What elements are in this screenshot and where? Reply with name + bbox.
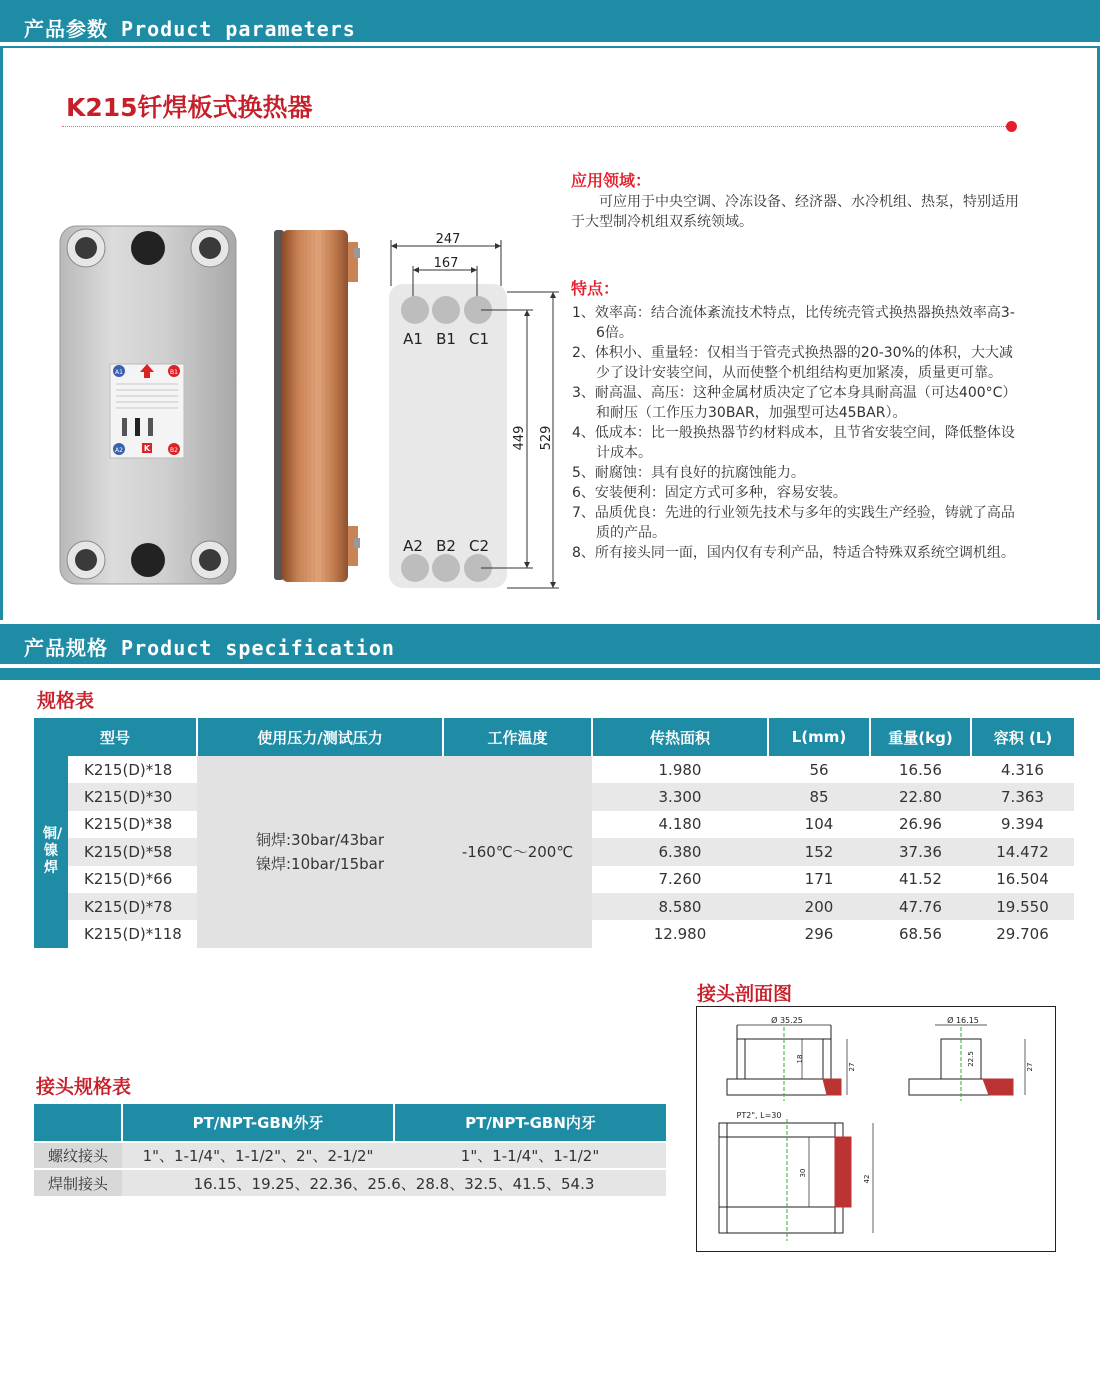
dimension-diagram	[383, 230, 563, 592]
features-heading: 特点：	[571, 279, 620, 298]
port-ring	[131, 231, 165, 265]
product-photo-front	[58, 224, 238, 586]
divider	[0, 664, 1100, 668]
port-ring	[191, 541, 229, 579]
cell-area: 6.380	[592, 838, 768, 865]
table-row	[34, 756, 1074, 783]
port-label-bottom: C2	[468, 537, 490, 555]
cell-length: 104	[768, 811, 870, 838]
joint-spec-table	[34, 1104, 666, 1196]
cell-model: K215(D)*118	[68, 920, 197, 947]
cell-volume: 7.363	[971, 783, 1074, 810]
port-a1	[401, 296, 429, 324]
cell-pressure	[197, 756, 443, 948]
label-a2: A2	[115, 447, 123, 454]
cell-volume: 9.394	[971, 811, 1074, 838]
col-header: PT/NPT-GBN外牙	[122, 1104, 394, 1142]
col-header: 型号	[34, 718, 197, 756]
cell-model: K215(D)*18	[68, 756, 197, 783]
col-header: 传热面积	[592, 718, 768, 756]
row-header: 螺纹接头	[34, 1142, 122, 1169]
red-dot	[1006, 121, 1017, 132]
dotted-divider	[62, 126, 1010, 127]
divider	[0, 620, 1100, 624]
cell-area: 8.580	[592, 893, 768, 920]
port-b1	[432, 296, 460, 324]
cell-length: 200	[768, 893, 870, 920]
dim-h1b: 27	[848, 1062, 856, 1072]
feature-item: 1、效率高：结合流体紊流技术特点，比传统壳管式换热器换热效率高3-6倍。	[572, 305, 1015, 341]
cell-model: K215(D)*38	[68, 811, 197, 838]
cell-volume: 29.706	[971, 920, 1074, 947]
cell-volume: 19.550	[971, 893, 1074, 920]
port-label-top: A1	[403, 330, 423, 348]
banner-product-parameters	[0, 0, 1100, 48]
dim-inner-height: 449	[512, 425, 527, 451]
cell-temperature: -160℃～200℃	[443, 756, 592, 948]
dim-outer-height: 529	[539, 425, 554, 451]
plate-label-sticker	[110, 364, 184, 458]
pt-label: PT2", L=30	[736, 1111, 782, 1120]
dim-h1a: 18	[796, 1054, 804, 1064]
table-header-row	[34, 718, 1074, 756]
cell-volume: 14.472	[971, 838, 1074, 865]
cell-area: 1.980	[592, 756, 768, 783]
cell-weight: 26.96	[870, 811, 971, 838]
dim-h2b: 27	[1026, 1062, 1034, 1072]
col-header: 容积 (L)	[971, 718, 1074, 756]
fitting-drawing-3	[719, 1111, 873, 1241]
cell-model: K215(D)*30	[68, 783, 197, 810]
cell-area: 4.180	[592, 811, 768, 838]
dim-h3b: 42	[863, 1174, 871, 1184]
feature-item: 2、体积小、重量轻：仅相当于管壳式换热器的20-30%的体积，大大减少了设计安装空间，从而使整个机组结构更加紧凑，质量更可靠。	[572, 345, 1013, 381]
table-row	[34, 1142, 666, 1169]
application-text: 可应用于中央空调、冷冻设备、经济器、水冷机组、热泵，特别适用于大型制冷机组双系统领域。	[571, 194, 1019, 230]
product-photo-side	[270, 226, 366, 586]
cell-thread-outer: 1"、1-1/4"、1-1/2"、2"、2-1/2"	[122, 1142, 394, 1169]
label-b1: B1	[170, 369, 178, 376]
col-header: PT/NPT-GBN内牙	[394, 1104, 666, 1142]
dim-d1: Ø 35.25	[771, 1016, 803, 1025]
spec-table	[34, 718, 1074, 948]
port-a2	[401, 554, 429, 582]
cell-weight: 37.36	[870, 838, 971, 865]
cell-length: 171	[768, 866, 870, 893]
col-header: 工作温度	[443, 718, 592, 756]
cell-weight: 16.56	[870, 756, 971, 783]
cell-area: 3.300	[592, 783, 768, 810]
dim-d2: Ø 16.15	[947, 1016, 979, 1025]
cell-volume: 16.504	[971, 866, 1074, 893]
cell-model: K215(D)*66	[68, 866, 197, 893]
port-ring	[67, 541, 105, 579]
cell-length: 56	[768, 756, 870, 783]
label-logo: K	[143, 444, 151, 453]
banner-title: 产品参数 Product parameters	[24, 17, 356, 41]
section-drawing-title: 接头剖面图	[697, 983, 793, 1005]
cell-length: 85	[768, 783, 870, 810]
port-b2	[432, 554, 460, 582]
feature-item: 7、品质优良：先进的行业领先技术与多年的实践生产经验，铸就了高品质的产品。	[572, 505, 1015, 541]
feature-item: 3、耐高温、高压：这种金属材质决定了它本身具耐高温（可达400°C）和耐压（工作压力30BAR，加强型可达45BAR）。	[572, 385, 1017, 421]
port-ring	[131, 543, 165, 577]
cell-length: 296	[768, 920, 870, 947]
pressure-line: 镍焊:10bar/15bar	[255, 854, 385, 873]
cell-length: 152	[768, 838, 870, 865]
banner-product-specification	[0, 620, 1100, 680]
port-label-bottom: A2	[403, 537, 423, 555]
cell-weight: 47.76	[870, 893, 971, 920]
dim-h3a: 30	[799, 1168, 807, 1178]
col-header: 使用压力/测试压力	[197, 718, 443, 756]
group-label	[34, 756, 68, 948]
joint-spec-title: 接头规格表	[36, 1076, 132, 1098]
section-drawing	[696, 1006, 1056, 1252]
row-header: 焊制接头	[34, 1169, 122, 1196]
port-label-bottom: B2	[436, 537, 456, 555]
port-label-top: C1	[468, 330, 490, 348]
feature-item: 5、耐腐蚀：具有良好的抗腐蚀能力。	[572, 465, 805, 481]
port-label-top: B1	[436, 330, 456, 348]
table-row	[34, 1169, 666, 1196]
group-label-text: 铜/镍焊	[43, 826, 63, 877]
fitting-drawing-1	[727, 1015, 856, 1101]
features-list	[572, 303, 1022, 563]
feature-item: 4、低成本：比一般换热器节约材料成本，且节省安装空间，降低整体设计成本。	[572, 425, 1015, 461]
application-heading: 应用领域：	[571, 171, 652, 190]
dim-inner-width: 167	[433, 256, 459, 271]
cell-weight: 41.52	[870, 866, 971, 893]
feature-item: 6、安装便利：固定方式可多种，容易安装。	[572, 485, 847, 501]
port-ring	[191, 229, 229, 267]
label-b2: B2	[170, 447, 178, 454]
cell-weld-values: 16.15、19.25、22.36、25.6、28.8、32.5、41.5、54.3	[122, 1169, 666, 1196]
col-header: 重量(kg)	[870, 718, 971, 756]
pressure-line: 铜焊:30bar/43bar	[255, 830, 385, 849]
cell-weight: 68.56	[870, 920, 971, 947]
product-title: K215钎焊板式换热器	[66, 93, 313, 122]
cell-model: K215(D)*58	[68, 838, 197, 865]
cell-model: K215(D)*78	[68, 893, 197, 920]
cell-thread-inner: 1"、1-1/4"、1-1/2"	[394, 1142, 666, 1169]
port-ring	[67, 229, 105, 267]
cell-weight: 22.80	[870, 783, 971, 810]
cell-area: 7.260	[592, 866, 768, 893]
cell-area: 12.980	[592, 920, 768, 947]
label-a1: A1	[115, 369, 123, 376]
cell-volume: 4.316	[971, 756, 1074, 783]
dim-h2a: 22.5	[967, 1051, 975, 1067]
table-header-row	[34, 1104, 666, 1142]
fitting-drawing-2	[909, 1015, 1034, 1101]
col-header-empty	[34, 1104, 122, 1142]
spec-title: 规格表	[37, 690, 95, 712]
divider	[0, 42, 1100, 46]
dim-outer-width: 247	[435, 232, 461, 247]
banner-title: 产品规格 Product specification	[24, 636, 395, 660]
feature-item: 8、所有接头同一面，国内仅有专利产品，特适合特殊双系统空调机组。	[572, 545, 1015, 561]
col-header: L(mm)	[768, 718, 870, 756]
